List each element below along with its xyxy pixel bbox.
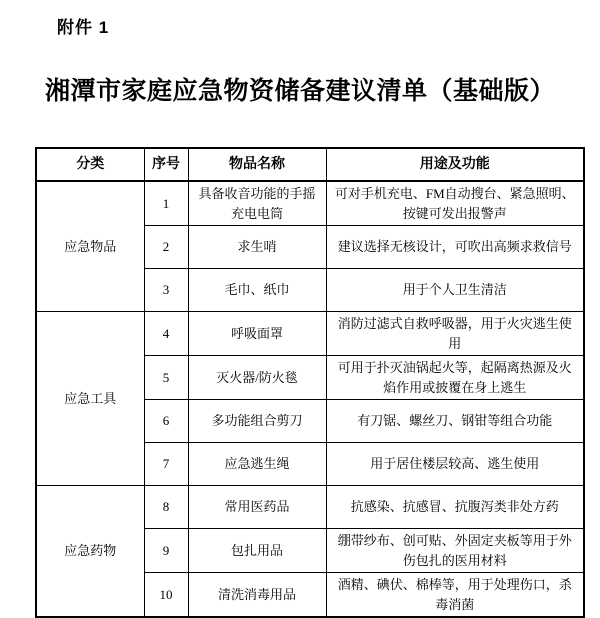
header-item-name: 物品名称 bbox=[188, 148, 326, 181]
emergency-supplies-table bbox=[35, 147, 585, 618]
row-number-cell: 7 bbox=[144, 443, 188, 486]
row-number-cell: 6 bbox=[144, 400, 188, 443]
category-cell: 应急工具 bbox=[36, 312, 144, 486]
function-cell: 建议选择无核设计，可吹出高频求救信号 bbox=[326, 226, 584, 269]
row-number-cell: 8 bbox=[144, 486, 188, 529]
page-title: 湘潭市家庭应急物资储备建议清单（基础版） bbox=[44, 77, 555, 105]
item-name-cell: 常用医药品 bbox=[188, 486, 326, 529]
header-serial-number: 序号 bbox=[144, 148, 188, 181]
function-cell: 可用于扑灭油锅起火等，起隔离热源及火焰作用或披覆在身上逃生 bbox=[326, 356, 584, 400]
row-number-cell: 3 bbox=[144, 269, 188, 312]
item-name-cell: 求生哨 bbox=[188, 226, 326, 269]
item-name-cell: 应急逃生绳 bbox=[188, 443, 326, 486]
function-cell: 有刀锯、螺丝刀、钢钳等组合功能 bbox=[326, 400, 584, 443]
category-cell: 应急物品 bbox=[36, 181, 144, 312]
function-cell: 消防过滤式自救呼吸器，用于火灾逃生使用 bbox=[326, 312, 584, 356]
function-cell: 绷带纱布、创可贴、外固定夹板等用于外伤包扎的医用材料 bbox=[326, 529, 584, 573]
function-cell: 用于个人卫生清洁 bbox=[326, 269, 584, 312]
item-name-cell: 清洗消毒用品 bbox=[188, 573, 326, 618]
header-category: 分类 bbox=[36, 148, 144, 181]
item-name-cell: 多功能组合剪刀 bbox=[188, 400, 326, 443]
row-number-cell: 2 bbox=[144, 226, 188, 269]
row-number-cell: 5 bbox=[144, 356, 188, 400]
function-cell: 酒精、碘伏、棉棒等，用于处理伤口，杀毒消菌 bbox=[326, 573, 584, 618]
item-name-cell: 具备收音功能的手摇充电电筒 bbox=[188, 181, 326, 226]
function-cell: 抗感染、抗感冒、抗腹泻类非处方药 bbox=[326, 486, 584, 529]
category-cell: 应急药物 bbox=[36, 486, 144, 618]
row-number-cell: 10 bbox=[144, 573, 188, 618]
row-number-cell: 9 bbox=[144, 529, 188, 573]
function-cell: 可对手机充电、FM自动搜台、紧急照明、按键可发出报警声 bbox=[326, 181, 584, 226]
row-number-cell: 1 bbox=[144, 181, 188, 226]
header-function: 用途及功能 bbox=[326, 148, 584, 181]
row-number-cell: 4 bbox=[144, 312, 188, 356]
table-row bbox=[36, 312, 584, 356]
item-name-cell: 毛巾、纸巾 bbox=[188, 269, 326, 312]
item-name-cell: 包扎用品 bbox=[188, 529, 326, 573]
table-row bbox=[36, 181, 584, 226]
attachment-label: 附件 1 bbox=[57, 18, 110, 37]
item-name-cell: 灭火器/防火毯 bbox=[188, 356, 326, 400]
item-name-cell: 呼吸面罩 bbox=[188, 312, 326, 356]
table-row bbox=[36, 486, 584, 529]
function-cell: 用于居住楼层较高、逃生使用 bbox=[326, 443, 584, 486]
table-header-row bbox=[36, 148, 584, 181]
